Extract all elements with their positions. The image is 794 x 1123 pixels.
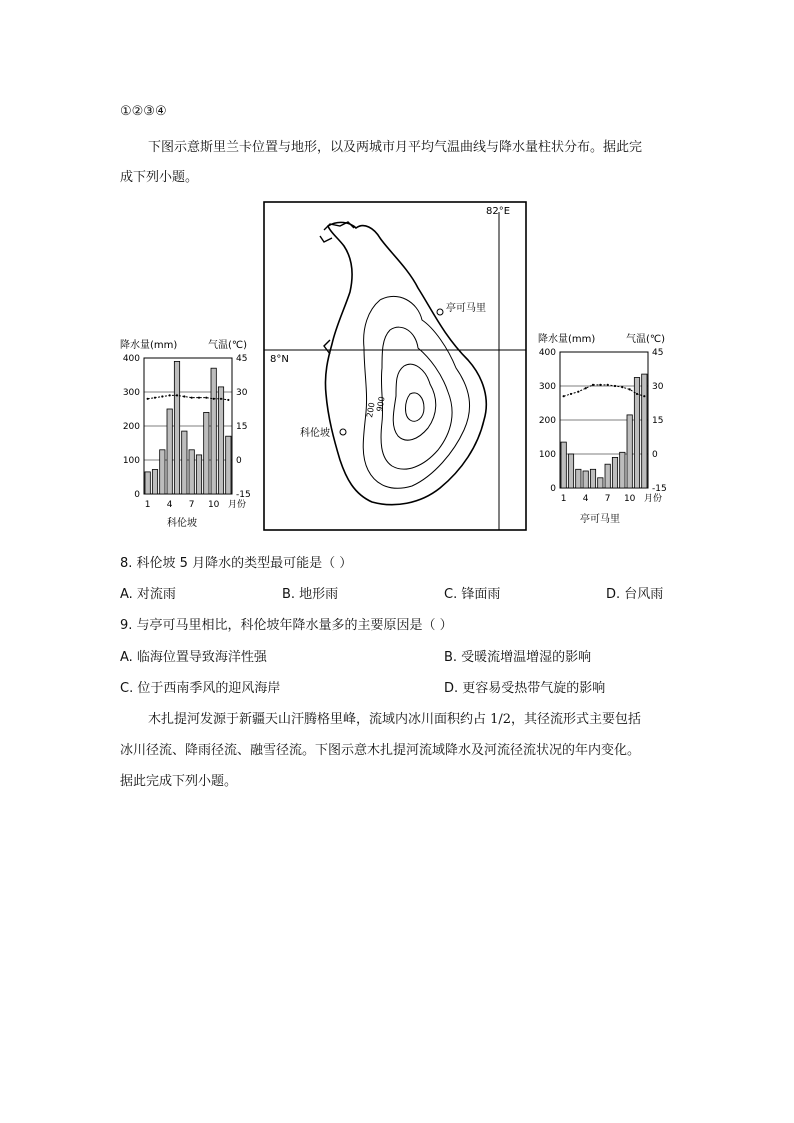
colombo-x-tick-label: 4 bbox=[166, 500, 173, 510]
colombo-precip-bar-3 bbox=[160, 450, 165, 494]
trinco-x-tick-label: 7 bbox=[604, 494, 611, 504]
colombo-right-tick-label: -15 bbox=[236, 490, 251, 500]
trinco-right-tick-label: 15 bbox=[652, 416, 664, 426]
trinco-temp-point-5 bbox=[592, 384, 594, 386]
colombo-x-axis-label: 月份 bbox=[228, 500, 247, 510]
contour-peak bbox=[406, 393, 425, 421]
colombo-temp-point-8 bbox=[198, 397, 200, 399]
trinco-map-label: 亭可马里 bbox=[446, 303, 486, 314]
intro-1-line-1: 下图示意斯里兰卡位置与地形，以及两城市月平均气温曲线与降水量柱状分布。据此完 bbox=[148, 140, 643, 155]
q8-option-d: D. 台风雨 bbox=[606, 587, 664, 602]
trinco-temp-point-2 bbox=[570, 393, 572, 395]
colombo-left-tick-label: 300 bbox=[122, 388, 140, 398]
q8-option-c: C. 锋面雨 bbox=[444, 587, 501, 602]
trinco-left-tick-label: 400 bbox=[538, 348, 556, 358]
trinco-temp-point-8 bbox=[614, 385, 616, 387]
trinco-precip-bar-8 bbox=[612, 457, 617, 488]
colombo-temp-point-7 bbox=[191, 397, 193, 399]
trinco-left-tick-label: 200 bbox=[538, 416, 556, 426]
trinco-temp-point-1 bbox=[563, 395, 565, 397]
q9-option-b: B. 受暖流增温增湿的影响 bbox=[444, 650, 592, 665]
island-outline bbox=[325, 222, 486, 504]
colombo-temp-point-11 bbox=[220, 398, 222, 400]
figure-sri-lanka bbox=[118, 198, 678, 538]
colombo-precip-bar-4 bbox=[167, 409, 172, 494]
intro-2-line-2: 冰川径流、降雨径流、融雪径流。下图示意木扎提河流域降水及河流径流状况的年内变化。 bbox=[120, 743, 641, 758]
right-y-axis-label: 降水量(mm) bbox=[538, 334, 596, 345]
colombo-temp-point-6 bbox=[183, 395, 185, 397]
colombo-map-label: 科伦坡 bbox=[300, 428, 330, 439]
q8-option-a: A. 对流雨 bbox=[120, 587, 176, 602]
trinco-precip-bar-6 bbox=[598, 478, 603, 488]
colombo-right-tick-label: 45 bbox=[236, 354, 248, 364]
colombo-temp-point-5 bbox=[176, 394, 178, 396]
trinco-x-tick-label: 4 bbox=[582, 494, 589, 504]
colombo-precip-bar-12 bbox=[226, 436, 231, 494]
left-y2-axis-label: 气温(℃) bbox=[208, 340, 248, 351]
intro-1-line-2: 成下列小题。 bbox=[120, 170, 199, 185]
colombo-x-tick-label: 1 bbox=[144, 500, 151, 510]
trinco-city-label: 亭可马里 bbox=[580, 514, 620, 525]
colombo-left-tick-label: 100 bbox=[122, 456, 140, 466]
map-lon-label: 82°E bbox=[486, 206, 511, 217]
contour-label-900: 900 bbox=[375, 395, 387, 413]
trinco-precip-bar-2 bbox=[568, 454, 573, 488]
trinco-right-tick-label: 30 bbox=[652, 382, 664, 392]
colombo-temp-point-1 bbox=[147, 398, 149, 400]
trinco-temp-point-9 bbox=[621, 386, 623, 388]
q8-option-b: B. 地形雨 bbox=[282, 587, 339, 602]
climate-chart-trincomalee bbox=[538, 332, 667, 525]
trinco-precip-bar-12 bbox=[642, 374, 647, 488]
colombo-right-tick-label: 15 bbox=[236, 422, 248, 432]
colombo-right-tick-label: 30 bbox=[236, 388, 248, 398]
trinco-temp-point-6 bbox=[599, 384, 601, 386]
colombo-precip-bar-8 bbox=[196, 455, 201, 494]
contour-200 bbox=[363, 296, 469, 488]
trinco-left-tick-label: 300 bbox=[538, 382, 556, 392]
contour-inner bbox=[393, 364, 436, 440]
colombo-temp-point-2 bbox=[154, 397, 156, 399]
trinco-temp-point-12 bbox=[643, 395, 645, 397]
colombo-precip-bar-9 bbox=[204, 412, 209, 494]
trinco-x-axis-label: 月份 bbox=[644, 494, 663, 504]
q9-option-c: C. 位于西南季风的迎风海岸 bbox=[120, 681, 281, 696]
colombo-precip-bar-10 bbox=[211, 368, 216, 494]
trinco-temp-point-3 bbox=[577, 391, 579, 393]
colombo-precip-bar-7 bbox=[189, 450, 194, 494]
q9-stem: 9. 与亭可马里相比，科伦坡年降水量多的主要原因是（ ） bbox=[120, 618, 453, 633]
trinco-precip-bar-4 bbox=[583, 471, 588, 488]
colombo-right-tick-label: 0 bbox=[236, 456, 242, 466]
colombo-precip-bar-1 bbox=[145, 472, 150, 494]
colombo-temp-point-4 bbox=[169, 394, 171, 396]
trinco-right-tick-label: 45 bbox=[652, 348, 664, 358]
colombo-temp-point-10 bbox=[213, 398, 215, 400]
colombo-temp-point-9 bbox=[205, 397, 207, 399]
intro-2-line-1: 木扎提河发源于新疆天山汗腾格里峰，流域内冰川面积约占 1/2，其径流形式主要包括 bbox=[148, 712, 642, 727]
trinco-temp-line bbox=[564, 385, 645, 396]
trinco-left-tick-label: 0 bbox=[550, 484, 556, 494]
trinco-temp-point-11 bbox=[636, 393, 638, 395]
trinco-precip-bar-3 bbox=[576, 469, 581, 488]
trinco-temp-point-4 bbox=[585, 387, 587, 389]
colombo-temp-point-3 bbox=[161, 395, 163, 397]
trinco-precip-bar-9 bbox=[620, 452, 625, 488]
trinco-marker bbox=[437, 309, 443, 315]
colombo-left-tick-label: 400 bbox=[122, 354, 140, 364]
trinco-precip-bar-1 bbox=[561, 442, 566, 488]
trinco-left-tick-label: 100 bbox=[538, 450, 556, 460]
trinco-x-tick-label: 1 bbox=[560, 494, 567, 504]
contour-label-200: 200 bbox=[365, 401, 377, 419]
colombo-left-tick-label: 200 bbox=[122, 422, 140, 432]
colombo-x-tick-label: 10 bbox=[207, 500, 220, 510]
trinco-precip-bar-5 bbox=[590, 469, 595, 488]
left-y-axis-label: 降水量(mm) bbox=[120, 340, 178, 351]
q8-stem: 8. 科伦坡 5 月降水的类型最可能是（ ） bbox=[120, 556, 353, 571]
colombo-precip-bar-11 bbox=[218, 387, 223, 494]
contour-900 bbox=[381, 327, 452, 469]
right-y2-axis-label: 气温(℃) bbox=[626, 334, 666, 345]
climate-chart-colombo bbox=[120, 338, 251, 529]
colombo-precip-bar-6 bbox=[182, 431, 187, 494]
map-lat-label: 8°N bbox=[270, 354, 289, 365]
intro-2-line-3: 据此完成下列小题。 bbox=[120, 774, 238, 789]
colombo-city-label: 科伦坡 bbox=[167, 518, 197, 529]
colombo-precip-bar-2 bbox=[152, 470, 157, 494]
trinco-temp-point-7 bbox=[607, 384, 609, 386]
colombo-left-tick-label: 0 bbox=[134, 490, 140, 500]
colombo-x-tick-label: 7 bbox=[188, 500, 195, 510]
trinco-right-tick-label: 0 bbox=[652, 450, 658, 460]
header-line: ①②③④ bbox=[120, 104, 167, 119]
colombo-marker bbox=[340, 429, 346, 435]
trinco-temp-point-10 bbox=[629, 388, 631, 390]
trinco-precip-bar-10 bbox=[627, 415, 632, 488]
trinco-precip-bar-7 bbox=[605, 464, 610, 488]
map-frame bbox=[264, 202, 526, 530]
colombo-temp-point-12 bbox=[227, 399, 229, 401]
q9-option-d: D. 更容易受热带气旋的影响 bbox=[444, 681, 606, 696]
colombo-precip-bar-5 bbox=[174, 361, 179, 494]
trinco-x-tick-label: 10 bbox=[623, 494, 636, 504]
trinco-right-tick-label: -15 bbox=[652, 484, 667, 494]
q9-option-a: A. 临海位置导致海洋性强 bbox=[120, 650, 267, 665]
mannar-outline bbox=[324, 340, 330, 354]
